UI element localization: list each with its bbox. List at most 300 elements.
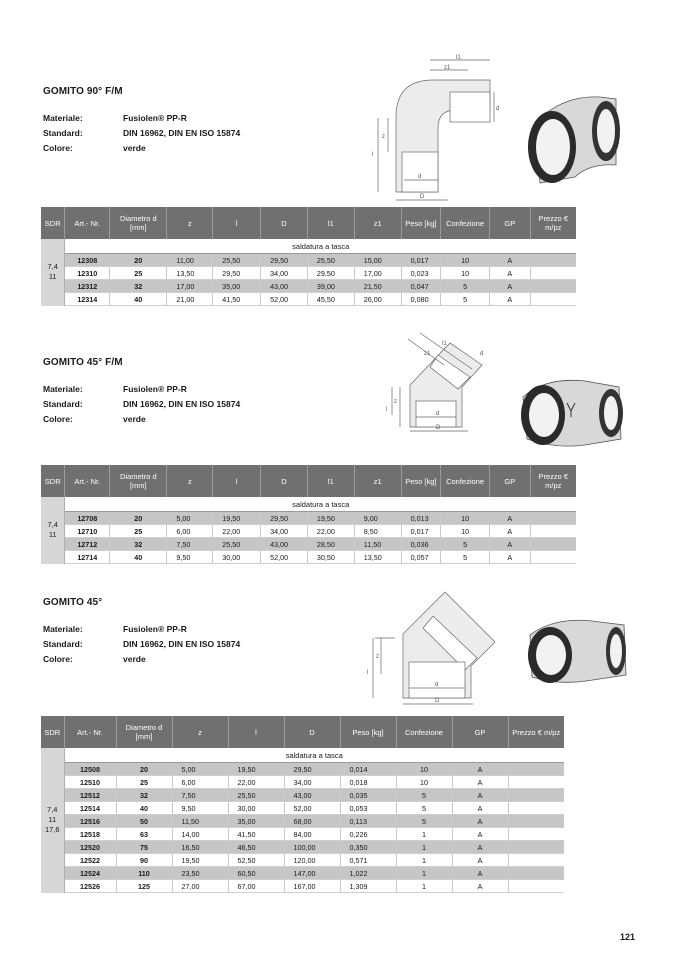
article-number: 12522 — [64, 854, 116, 867]
spec-value: Fusiolen® PP-R — [123, 113, 187, 123]
table-cell: 46,50 — [228, 841, 284, 854]
table-cell: 50 — [116, 815, 172, 828]
subheader-row — [41, 239, 576, 254]
table-cell: 0,036 — [401, 538, 441, 551]
table-cell: 25,50 — [213, 538, 261, 551]
table-header-row — [41, 716, 564, 748]
table-cell: 22,00 — [213, 525, 261, 538]
table-cell: 1,022 — [340, 867, 396, 880]
spec-label: Colore: — [43, 143, 73, 153]
diagram-label: d — [480, 351, 484, 357]
table-cell: 0,018 — [340, 776, 396, 789]
table-cell: 21,50 — [354, 280, 401, 293]
table-row — [41, 789, 564, 802]
spec-list — [43, 624, 240, 669]
table-cell: 25,50 — [228, 789, 284, 802]
table-cell: 5 — [441, 293, 490, 306]
column-header: D — [284, 716, 340, 748]
table-cell: 35,00 — [213, 280, 261, 293]
table-cell: 34,00 — [261, 525, 308, 538]
page-number: 121 — [620, 932, 636, 942]
section-title: GOMITO 45° — [43, 597, 103, 608]
column-header: Peso [kg] — [401, 207, 441, 239]
column-header: Art.- Nr. — [64, 716, 116, 748]
table-cell: 11,50 — [354, 538, 401, 551]
table-row — [41, 867, 564, 880]
column-header: Prezzo € m/pz — [530, 465, 576, 497]
sdr-value: 17,6 — [44, 825, 60, 835]
sdr-cell — [41, 239, 65, 306]
price-cell — [508, 828, 564, 841]
table-cell: 17,00 — [167, 280, 213, 293]
column-header: GP — [452, 716, 508, 748]
spec-label: Standard: — [43, 128, 83, 138]
price-cell — [508, 841, 564, 854]
table-cell: 0,571 — [340, 854, 396, 867]
price-cell — [508, 880, 564, 893]
table-cell: 1,309 — [340, 880, 396, 893]
table-cell: 29,50 — [261, 512, 308, 525]
table-cell: 11,00 — [167, 254, 213, 267]
table-cell: 20 — [110, 512, 167, 525]
article-number: 12710 — [65, 525, 110, 538]
table-cell: 11,50 — [172, 815, 228, 828]
article-number: 12514 — [64, 802, 116, 815]
diagram-label: l1 — [456, 55, 461, 61]
table-cell: 84,00 — [284, 828, 340, 841]
elbow-45-fm-technical-drawing — [380, 325, 505, 433]
article-number: 12308 — [65, 254, 110, 267]
column-header: Art.- Nr. — [65, 207, 110, 239]
table-cell: 5 — [441, 280, 490, 293]
table-row — [41, 802, 564, 815]
diagram-label: z1 — [444, 65, 451, 71]
column-header: Peso [kg] — [340, 716, 396, 748]
table-cell: 110 — [116, 867, 172, 880]
article-number: 12526 — [64, 880, 116, 893]
table-cell: A — [490, 525, 531, 538]
article-number: 12510 — [64, 776, 116, 789]
spec-value: DIN 16962, DIN EN ISO 15874 — [123, 399, 241, 409]
table-cell: 10 — [441, 267, 490, 280]
diagram-label: d — [436, 411, 440, 417]
spec-row — [43, 639, 240, 654]
column-header: Diametro d [mm] — [110, 465, 167, 497]
table-cell: 32 — [116, 789, 172, 802]
column-header: Peso [kg] — [401, 465, 441, 497]
diagram-label: z1 — [424, 351, 431, 357]
spec-label: Materiale: — [43, 624, 83, 634]
elbow-45-technical-drawing — [365, 578, 505, 708]
spec-label: Standard: — [43, 399, 83, 409]
table-row — [41, 293, 576, 306]
table-cell: 10 — [396, 763, 452, 776]
article-number: 12714 — [65, 551, 110, 564]
table-cell: 0,047 — [401, 280, 441, 293]
article-number: 12712 — [65, 538, 110, 551]
article-number: 12508 — [64, 763, 116, 776]
sdr-cell — [41, 497, 65, 564]
table-header-row — [41, 465, 576, 497]
price-cell — [508, 854, 564, 867]
table-cell: 6,00 — [167, 525, 213, 538]
table-cell: 5 — [396, 789, 452, 802]
column-header: z — [167, 207, 213, 239]
article-number: 12312 — [65, 280, 110, 293]
table-cell: 5 — [396, 802, 452, 815]
price-cell — [508, 776, 564, 789]
table-cell: 29,50 — [213, 267, 261, 280]
table-cell: 5 — [396, 815, 452, 828]
table-cell: A — [490, 267, 531, 280]
column-header: Confezione — [441, 465, 490, 497]
column-header: l1 — [307, 465, 354, 497]
table-row — [41, 267, 576, 280]
table-cell: A — [452, 854, 508, 867]
spec-list — [43, 384, 240, 429]
table-cell: 23,50 — [172, 867, 228, 880]
column-header: Confezione — [396, 716, 452, 748]
column-header: GP — [490, 207, 531, 239]
spec-row — [43, 113, 240, 128]
sdr-value: 11 — [48, 530, 57, 540]
sdr-value: 7,4 — [47, 262, 58, 272]
table-header-row — [41, 207, 576, 239]
spec-row — [43, 128, 240, 143]
table-row — [41, 525, 576, 538]
subheader-row — [41, 748, 564, 763]
table-cell: 5 — [441, 538, 490, 551]
diagram-label: D — [436, 425, 441, 431]
column-header: l — [213, 207, 261, 239]
table-row — [41, 538, 576, 551]
table-cell: 32 — [110, 280, 167, 293]
sdr-value: 11 — [48, 272, 57, 282]
table-row — [41, 880, 564, 893]
table-cell: 0,017 — [401, 254, 441, 267]
spec-value: DIN 16962, DIN EN ISO 15874 — [123, 128, 241, 138]
table-cell: 0,113 — [340, 815, 396, 828]
table-cell: 25,50 — [213, 254, 261, 267]
table-cell: 147,00 — [284, 867, 340, 880]
spec-label: Colore: — [43, 414, 73, 424]
table-cell: 25 — [116, 776, 172, 789]
table-cell: 1 — [396, 841, 452, 854]
column-header: Confezione — [441, 207, 490, 239]
table-cell: A — [452, 789, 508, 802]
column-header: Prezzo € m/pz — [508, 716, 564, 748]
sdr-value: 7,4 — [47, 805, 58, 815]
table-cell: 125 — [116, 880, 172, 893]
table-cell: 1 — [396, 854, 452, 867]
table-cell: 19,50 — [228, 763, 284, 776]
diagram-label: l — [372, 152, 374, 158]
spec-value: Fusiolen® PP-R — [123, 384, 187, 394]
product-table — [41, 207, 576, 306]
spec-row — [43, 399, 240, 414]
table-cell: 15,00 — [354, 254, 401, 267]
table-cell: 5,00 — [172, 763, 228, 776]
price-cell — [508, 867, 564, 880]
table-cell: 0,053 — [340, 802, 396, 815]
diagram-label: z — [382, 134, 385, 140]
table-cell: 67,00 — [228, 880, 284, 893]
sdr-cell — [41, 748, 64, 893]
table-cell: 39,00 — [307, 280, 354, 293]
diagram-label: D — [435, 698, 440, 704]
table-cell: 0,350 — [340, 841, 396, 854]
table-cell: A — [490, 538, 531, 551]
table-cell: 30,00 — [213, 551, 261, 564]
table-cell: 19,50 — [213, 512, 261, 525]
column-header: Art.- Nr. — [65, 465, 110, 497]
price-cell — [508, 789, 564, 802]
section-title: GOMITO 45° F/M — [43, 357, 123, 368]
table-cell: 34,00 — [284, 776, 340, 789]
article-number: 12314 — [65, 293, 110, 306]
elbow-45-photo — [520, 615, 635, 693]
table-cell: 19,50 — [307, 512, 354, 525]
diagram-label: l — [367, 670, 369, 676]
diagram-label: d — [496, 106, 500, 112]
table-cell: 0,080 — [401, 293, 441, 306]
table-cell: 0,226 — [340, 828, 396, 841]
product-table — [41, 465, 576, 564]
table-cell: A — [490, 254, 531, 267]
table-row — [41, 828, 564, 841]
spec-value: verde — [123, 143, 146, 153]
table-cell: 1 — [396, 880, 452, 893]
table-cell: A — [452, 776, 508, 789]
elbow-45-fm-photo — [515, 375, 635, 455]
table-cell: 19,50 — [172, 854, 228, 867]
column-header: SDR — [41, 716, 64, 748]
subheader-label: saldatura a tasca — [64, 748, 564, 763]
table-cell: 7,50 — [172, 789, 228, 802]
article-number: 12516 — [64, 815, 116, 828]
spec-value: verde — [123, 654, 146, 664]
spec-row — [43, 384, 240, 399]
table-cell: A — [452, 815, 508, 828]
article-number: 12512 — [64, 789, 116, 802]
table-cell: A — [452, 763, 508, 776]
column-header: l — [213, 465, 261, 497]
article-number: 12708 — [65, 512, 110, 525]
table-cell: 40 — [110, 551, 167, 564]
table-cell: 10 — [441, 525, 490, 538]
table-cell: 5,00 — [167, 512, 213, 525]
table-cell: 60,50 — [228, 867, 284, 880]
table-row — [41, 512, 576, 525]
table-cell: 10 — [441, 512, 490, 525]
article-number: 12518 — [64, 828, 116, 841]
spec-row — [43, 654, 240, 669]
column-header: Prezzo € m/pz — [530, 207, 576, 239]
spec-row — [43, 143, 240, 158]
column-header: Diametro d [mm] — [116, 716, 172, 748]
table-cell: 20 — [110, 254, 167, 267]
spec-row — [43, 414, 240, 429]
diagram-label: l1 — [442, 341, 447, 347]
table-cell: 75 — [116, 841, 172, 854]
table-cell: 16,50 — [172, 841, 228, 854]
section-title: GOMITO 90° F/M — [43, 86, 123, 97]
table-row — [41, 254, 576, 267]
price-cell — [530, 293, 576, 306]
table-cell: 35,00 — [228, 815, 284, 828]
table-cell: 14,00 — [172, 828, 228, 841]
column-header: GP — [490, 465, 531, 497]
elbow-90-photo — [520, 85, 630, 190]
table-cell: 32 — [110, 538, 167, 551]
table-cell: 0,013 — [401, 512, 441, 525]
table-cell: 26,00 — [354, 293, 401, 306]
spec-value: DIN 16962, DIN EN ISO 15874 — [123, 639, 241, 649]
table-cell: 41,50 — [228, 828, 284, 841]
table-cell: A — [452, 841, 508, 854]
table-cell: 0,017 — [401, 525, 441, 538]
column-header: l1 — [307, 207, 354, 239]
diagram-label: d — [435, 682, 439, 688]
table-cell: 29,50 — [284, 763, 340, 776]
table-cell: 0,035 — [340, 789, 396, 802]
table-cell: 25 — [110, 525, 167, 538]
table-cell: 43,00 — [261, 538, 308, 551]
table-cell: 52,00 — [284, 802, 340, 815]
table-row — [41, 280, 576, 293]
price-cell — [508, 815, 564, 828]
spec-value: Fusiolen® PP-R — [123, 624, 187, 634]
table-cell: 20 — [116, 763, 172, 776]
column-header: z1 — [354, 465, 401, 497]
subheader-row — [41, 497, 576, 512]
table-cell: A — [490, 293, 531, 306]
price-cell — [530, 551, 576, 564]
column-header: D — [261, 207, 308, 239]
table-cell: 8,50 — [354, 525, 401, 538]
table-cell: A — [452, 867, 508, 880]
table-cell: 43,00 — [284, 789, 340, 802]
price-cell — [530, 538, 576, 551]
column-header: SDR — [41, 465, 65, 497]
table-cell: 22,00 — [228, 776, 284, 789]
table-cell: 1 — [396, 828, 452, 841]
article-number: 12520 — [64, 841, 116, 854]
price-cell — [530, 267, 576, 280]
table-cell: 6,00 — [172, 776, 228, 789]
price-cell — [508, 802, 564, 815]
table-cell: 100,00 — [284, 841, 340, 854]
table-cell: 52,50 — [228, 854, 284, 867]
diagram-label: l — [386, 407, 388, 413]
table-cell: 22,00 — [307, 525, 354, 538]
sdr-value: 7,4 — [47, 520, 58, 530]
table-cell: 0,014 — [340, 763, 396, 776]
table-cell: 29,50 — [307, 267, 354, 280]
diagram-label: z — [376, 654, 379, 660]
product-table — [41, 716, 564, 893]
table-row — [41, 763, 564, 776]
table-cell: 120,00 — [284, 854, 340, 867]
table-row — [41, 551, 576, 564]
table-cell: 40 — [116, 802, 172, 815]
table-cell: 25 — [110, 267, 167, 280]
table-row — [41, 841, 564, 854]
price-cell — [508, 763, 564, 776]
table-cell: 10 — [441, 254, 490, 267]
table-cell: 167,00 — [284, 880, 340, 893]
table-cell: 17,00 — [354, 267, 401, 280]
table-cell: 5 — [441, 551, 490, 564]
table-row — [41, 815, 564, 828]
spec-row — [43, 624, 240, 639]
spec-list — [43, 113, 240, 158]
price-cell — [530, 254, 576, 267]
table-cell: 40 — [110, 293, 167, 306]
column-header: l — [228, 716, 284, 748]
diagram-label: D — [420, 194, 425, 200]
diagram-label: z — [394, 399, 397, 405]
table-cell: 7,50 — [167, 538, 213, 551]
table-cell: 30,50 — [307, 551, 354, 564]
column-header: z — [167, 465, 213, 497]
table-cell: A — [452, 828, 508, 841]
table-cell: A — [490, 512, 531, 525]
table-cell: 13,50 — [167, 267, 213, 280]
article-number: 12524 — [64, 867, 116, 880]
price-cell — [530, 512, 576, 525]
spec-label: Materiale: — [43, 113, 83, 123]
subheader-label: saldatura a tasca — [65, 239, 576, 254]
price-cell — [530, 280, 576, 293]
diagram-label: d — [418, 174, 422, 180]
article-number: 12310 — [65, 267, 110, 280]
table-cell: A — [490, 551, 531, 564]
table-cell: 68,00 — [284, 815, 340, 828]
spec-label: Colore: — [43, 654, 73, 664]
table-cell: 9,50 — [172, 802, 228, 815]
price-cell — [530, 525, 576, 538]
spec-label: Standard: — [43, 639, 83, 649]
table-cell: 29,50 — [261, 254, 308, 267]
column-header: Diametro d [mm] — [110, 207, 167, 239]
subheader-label: saldatura a tasca — [65, 497, 576, 512]
elbow-90-technical-drawing — [368, 52, 503, 202]
table-cell: A — [452, 802, 508, 815]
table-cell: 90 — [116, 854, 172, 867]
table-cell: 41,50 — [213, 293, 261, 306]
table-cell: 52,00 — [261, 293, 308, 306]
table-cell: 34,00 — [261, 267, 308, 280]
table-cell: 0,057 — [401, 551, 441, 564]
table-cell: 28,50 — [307, 538, 354, 551]
table-cell: 0,023 — [401, 267, 441, 280]
column-header: z — [172, 716, 228, 748]
table-cell: 9,50 — [167, 551, 213, 564]
table-cell: 21,00 — [167, 293, 213, 306]
table-cell: A — [490, 280, 531, 293]
table-cell: 13,50 — [354, 551, 401, 564]
table-cell: 52,00 — [261, 551, 308, 564]
table-cell: 63 — [116, 828, 172, 841]
table-row — [41, 776, 564, 789]
table-cell: A — [452, 880, 508, 893]
spec-label: Materiale: — [43, 384, 83, 394]
table-cell: 1 — [396, 867, 452, 880]
column-header: SDR — [41, 207, 65, 239]
table-cell: 45,50 — [307, 293, 354, 306]
table-cell: 10 — [396, 776, 452, 789]
